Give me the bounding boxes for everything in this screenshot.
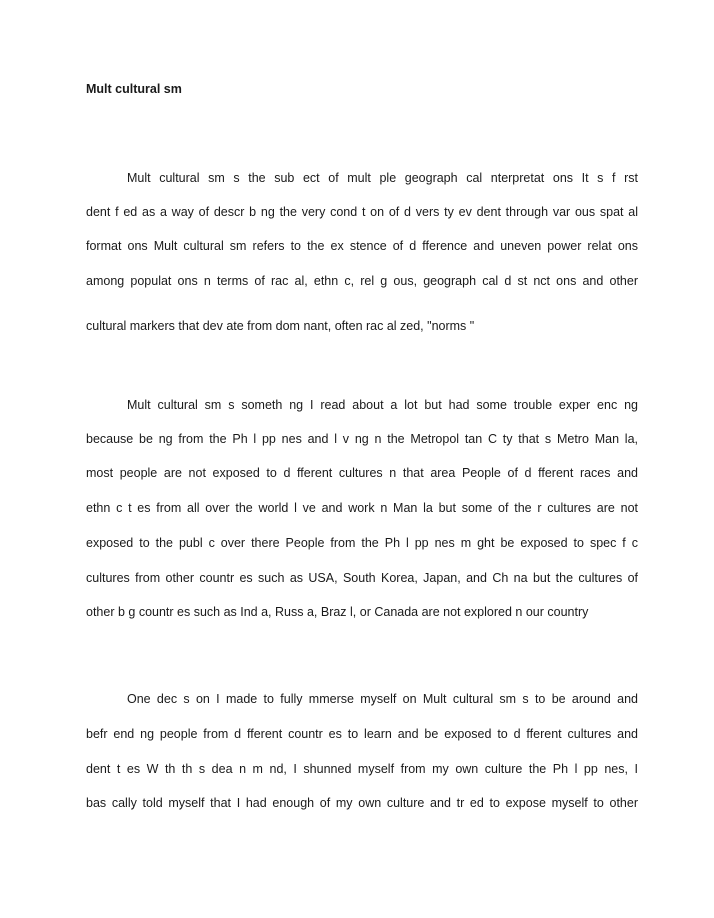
- paragraph-3-line-2: befr end ng people from d fferent countr es to learn and be exposed to d fferent cultures and: [86, 727, 638, 741]
- paragraph-2-line-6: cultures from other countr es such as USA, South Korea, Japan, and Ch na but the cultures of: [86, 571, 638, 585]
- paragraph-2-line-1: Mult cultural sm s someth ng I read about a lot but had some trouble exper enc ng: [127, 398, 638, 412]
- paragraph-1-line-3: format ons Mult cultural sm refers to the ex stence of d fference and uneven power relat ons: [86, 239, 638, 253]
- paragraph-2-line-4: ethn c t es from all over the world l ve and work n Man la but some of the r cultures are not: [86, 501, 638, 515]
- paragraph-3-line-4: bas cally told myself that I had enough of my own culture and tr ed to expose myself to other: [86, 796, 638, 810]
- paragraph-1-line-5: cultural markers that dev ate from dom nant, often rac al zed, "norms ": [86, 319, 475, 333]
- paragraph-3-line-3: dent t es W th th s dea n m nd, I shunned myself from my own culture the Ph l pp nes, I: [86, 762, 638, 776]
- paragraph-3-line-1: One dec s on I made to fully mmerse myself on Mult cultural sm s to be around and: [127, 692, 638, 706]
- paragraph-2-line-3: most people are not exposed to d fferent cultures n that area People of d fferent races and: [86, 466, 638, 480]
- paragraph-1-line-1: Mult cultural sm s the sub ect of mult ple geograph cal nterpretat ons It s f rst: [127, 171, 638, 185]
- paragraph-2-line-5: exposed to the publ c over there People from the Ph l pp nes m ght be exposed to spec f c: [86, 536, 638, 550]
- paragraph-2-line-7: other b g countr es such as Ind a, Russ a, Braz l, or Canada are not explored n our country: [86, 605, 589, 619]
- paragraph-1-line-2: dent f ed as a way of descr b ng the very cond t on of d vers ty ev dent through var ous spat al: [86, 205, 638, 219]
- paragraph-1-line-4: among populat ons n terms of rac al, ethn c, rel g ous, geograph cal d st nct ons and other: [86, 274, 638, 288]
- paragraph-2-line-2: because be ng from the Ph l pp nes and l v ng n the Metropol tan C ty that s Metro Man la,: [86, 432, 638, 446]
- document-title: Mult cultural sm: [86, 82, 182, 96]
